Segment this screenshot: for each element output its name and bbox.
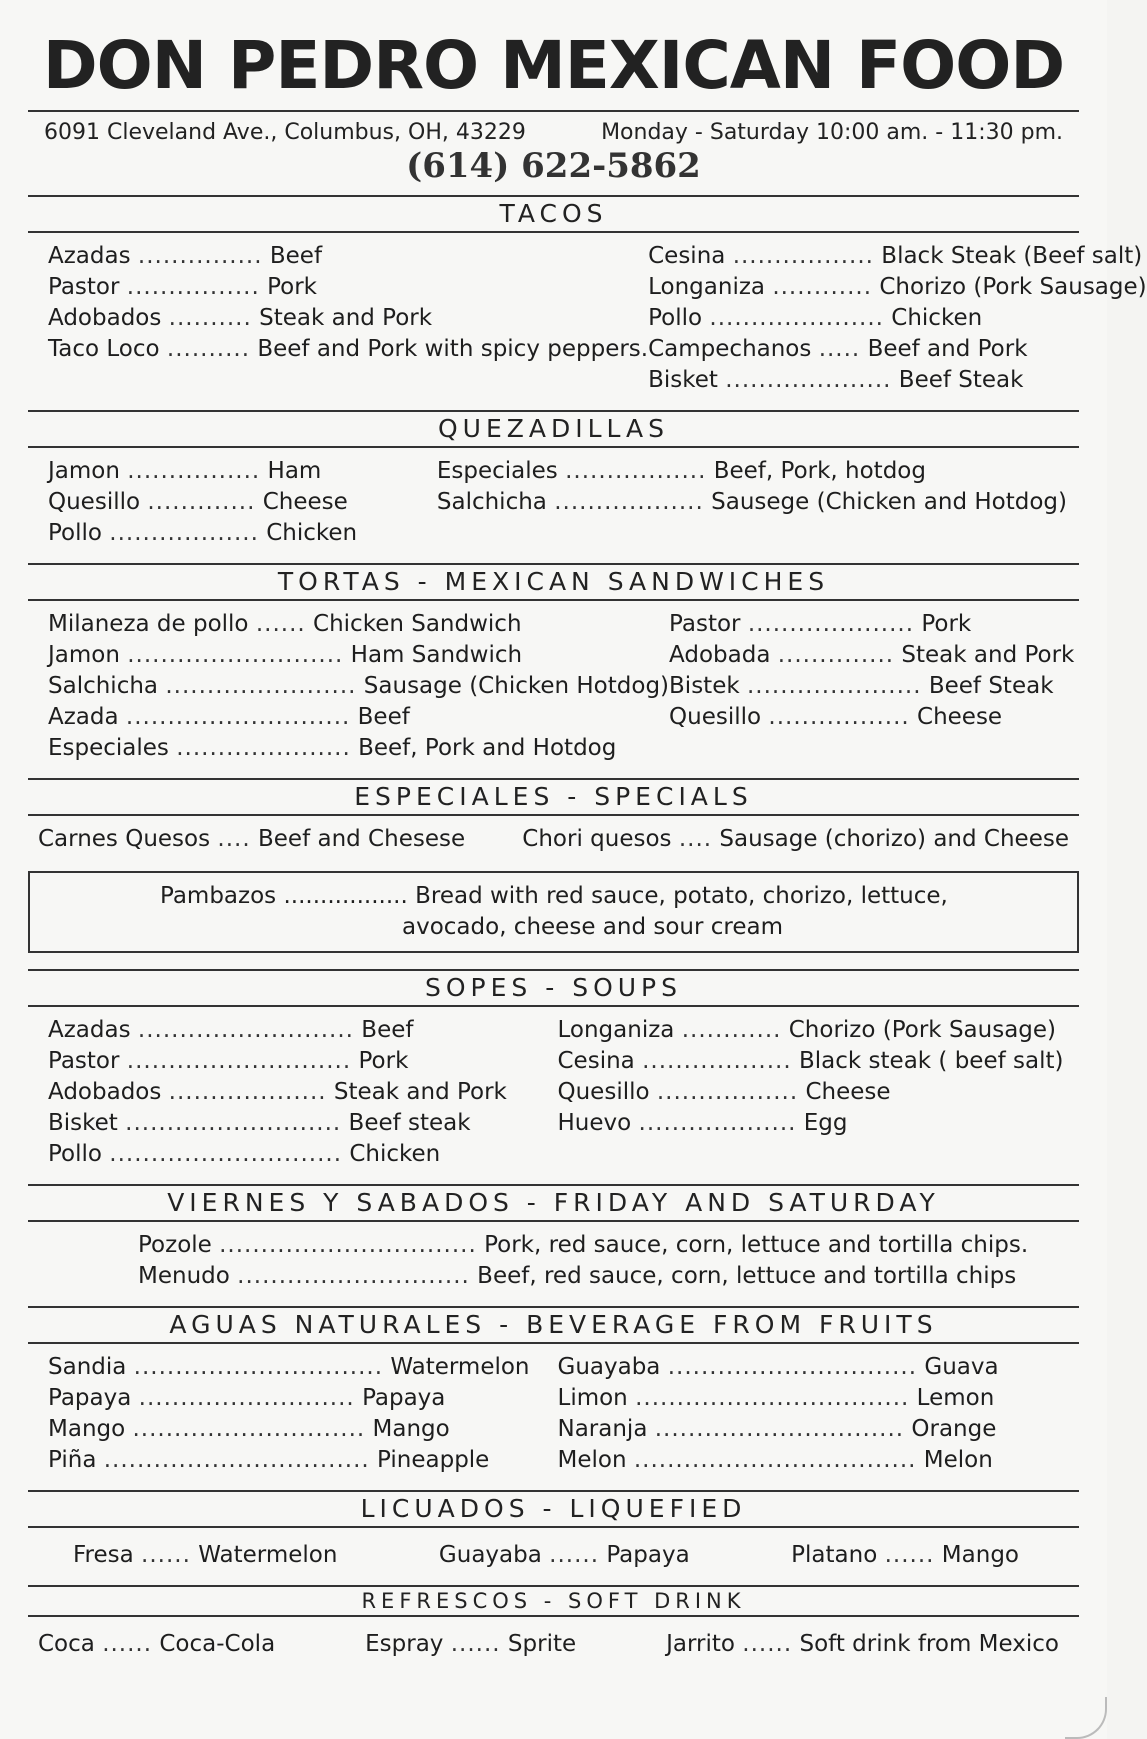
item-name: Chori quesos — [522, 826, 672, 852]
quezadillas-list — [28, 448, 1079, 555]
item-description: Sausage (chorizo) and Cheese — [719, 826, 1069, 852]
item-name: Menudo — [138, 1263, 230, 1289]
item-name: Bisket — [648, 367, 718, 393]
item-dots: .................... — [747, 611, 915, 637]
item-description: Melon — [923, 1447, 993, 1473]
quezadillas-left-column — [48, 456, 437, 549]
section-heading-aguas: AGUAS NATURALES - BEVERAGE FROM FRUITS — [28, 1306, 1079, 1344]
item-dots: ............................ — [132, 1416, 366, 1442]
item-description: Bread with red sauce, potato, chorizo, lettuce, — [415, 883, 948, 909]
item-name: Pastor — [48, 274, 120, 300]
item-description: Soft drink from Mexico — [799, 1631, 1059, 1657]
menu-item — [558, 1077, 1068, 1108]
menu-item — [791, 1540, 1019, 1571]
item-name: Cesina — [648, 243, 726, 269]
menu-item — [437, 456, 1067, 487]
menu-item — [522, 824, 1069, 855]
sopes-list — [28, 1007, 1079, 1176]
menu-item — [648, 334, 1147, 365]
menu-item — [558, 1046, 1068, 1077]
item-description: Chicken Sandwich — [313, 611, 522, 637]
menu-item — [48, 1077, 558, 1108]
item-description: Pineapple — [377, 1447, 490, 1473]
menu-item — [38, 1629, 275, 1660]
menu-item — [648, 365, 1147, 396]
item-dots: ............... — [137, 243, 263, 269]
item-name: Pastor — [48, 1048, 120, 1074]
item-description: Mango — [372, 1416, 450, 1442]
item-dots: ................. — [283, 883, 408, 909]
item-name: Melon — [557, 1447, 627, 1473]
item-dots: ................ — [126, 274, 260, 300]
menu-item — [48, 456, 437, 487]
menu-item — [48, 1015, 558, 1046]
item-description: Chorizo (Pork Sausage) — [879, 274, 1147, 300]
item-dots: .......... — [168, 305, 252, 331]
item-name: Milaneza de pollo — [48, 611, 249, 637]
menu-item — [666, 1629, 1059, 1660]
hours: Monday - Saturday 10:00 am. - 11:30 pm. — [601, 120, 1063, 145]
quezadillas-right-column — [437, 456, 1067, 549]
item-dots: ................. — [565, 458, 707, 484]
item-dots: ................. — [768, 704, 910, 730]
item-name: Piña — [48, 1447, 97, 1473]
item-description: Lemon — [916, 1385, 995, 1411]
aguas-list — [28, 1344, 1079, 1482]
item-description: Chicken — [349, 1141, 441, 1167]
item-name: Bistek — [669, 673, 740, 699]
item-name: Azada — [48, 704, 119, 730]
item-description: Beef and Pork with spicy peppers. — [257, 336, 649, 362]
pambazos-line-1 — [30, 881, 1077, 912]
aguas-right-column — [558, 1352, 1068, 1476]
item-description: Beef, Pork and Hotdog — [358, 735, 617, 761]
item-description: Beef Steak — [898, 367, 1024, 393]
item-dots: ................................. — [635, 1385, 910, 1411]
item-description: Papaya — [362, 1385, 446, 1411]
item-name: Huevo — [557, 1110, 632, 1136]
viernes-list — [28, 1222, 1079, 1298]
item-description: Mango — [941, 1542, 1019, 1568]
item-dots: .......................... — [125, 1110, 342, 1136]
menu-item — [38, 824, 465, 855]
item-name: Jamon — [48, 458, 120, 484]
item-description: Beef, red sauce, corn, lettuce and tortilla chips — [477, 1263, 1017, 1289]
tortas-list — [28, 601, 1079, 770]
section-heading-viernes: VIERNES Y SABADOS - FRIDAY AND SATURDAY — [28, 1184, 1079, 1222]
item-name: Limon — [557, 1385, 628, 1411]
item-dots: ...... — [102, 1631, 153, 1657]
item-description: Papaya — [606, 1542, 690, 1568]
item-name: Longaniza — [557, 1017, 675, 1043]
menu-item — [439, 1540, 690, 1571]
item-dots: ........................... — [126, 1048, 352, 1074]
item-description: Cheese — [262, 489, 348, 515]
menu-item — [365, 1629, 576, 1660]
menu-item — [48, 272, 648, 303]
tortas-right-column — [669, 609, 1074, 764]
item-name: Jamon — [48, 642, 120, 668]
menu-item — [48, 1352, 558, 1383]
menu-item — [648, 303, 1147, 334]
menu-item — [437, 487, 1067, 518]
item-dots: .............................. — [667, 1354, 918, 1380]
item-dots: .......................... — [138, 1385, 355, 1411]
menu-item — [669, 609, 1074, 640]
item-description: Beef, Pork, hotdog — [713, 458, 926, 484]
item-name: Quesillo — [669, 704, 762, 730]
item-dots: ............ — [681, 1017, 782, 1043]
item-dots: .................. — [642, 1048, 792, 1074]
item-name: Carnes Quesos — [38, 826, 211, 852]
item-description: Coca-Cola — [159, 1631, 276, 1657]
item-name: Pollo — [48, 1141, 102, 1167]
item-dots: ..................... — [709, 305, 884, 331]
item-dots: .............. — [777, 642, 895, 668]
item-description: Beef — [361, 1017, 414, 1043]
item-dots: ............................ — [109, 1141, 343, 1167]
item-dots: .................. — [554, 489, 704, 515]
menu-item — [558, 1383, 1068, 1414]
refrescos-row — [28, 1617, 1079, 1666]
viernes-column — [138, 1230, 1067, 1292]
item-dots: ........................... — [125, 704, 351, 730]
especiales-row — [28, 816, 1079, 861]
item-name: Sandia — [48, 1354, 127, 1380]
item-description: Chicken — [266, 520, 358, 546]
item-dots: ............................... — [219, 1232, 477, 1258]
item-description: Pork, red sauce, corn, lettuce and tortilla chips. — [484, 1232, 1029, 1258]
item-name: Especiales — [436, 458, 558, 484]
item-name: Naranja — [557, 1416, 648, 1442]
section-heading-especiales: ESPECIALES - SPECIALS — [28, 778, 1079, 816]
item-name: Adobada — [669, 642, 771, 668]
item-name: Mango — [48, 1416, 126, 1442]
tortas-left-column — [48, 609, 669, 764]
item-dots: .......... — [166, 336, 251, 362]
item-description: Beef steak — [348, 1110, 471, 1136]
item-description: Egg — [803, 1110, 848, 1136]
item-name: Salchicha — [436, 489, 547, 515]
section-heading-tortas: TORTAS - MEXICAN SANDWICHES — [28, 563, 1079, 601]
item-name: Coca — [38, 1631, 95, 1657]
menu-item — [558, 1352, 1068, 1383]
menu-item — [48, 733, 669, 764]
item-description: Watermelon — [390, 1354, 530, 1380]
menu-item — [48, 487, 437, 518]
menu-item — [669, 640, 1074, 671]
item-name: Espray — [365, 1631, 444, 1657]
item-name: Pambazos — [160, 883, 277, 909]
item-dots: ................................ — [103, 1447, 370, 1473]
item-description: Cheese — [917, 704, 1003, 730]
pambazos-line-2: avocado, cheese and sour cream — [402, 914, 784, 940]
section-heading-refrescos: REFRESCOS - SOFT DRINK — [28, 1585, 1079, 1617]
item-name: Pollo — [48, 520, 102, 546]
item-dots: ...... — [255, 611, 306, 637]
item-description: Guava — [924, 1354, 999, 1380]
item-description: Cheese — [805, 1079, 891, 1105]
item-description: Beef and Chesese — [257, 826, 466, 852]
menu-item — [73, 1540, 337, 1571]
item-description: Pork — [358, 1048, 409, 1074]
item-dots: ...... — [742, 1631, 793, 1657]
item-description: Beef — [269, 243, 323, 269]
item-dots: ...... — [884, 1542, 935, 1568]
item-name: Especiales — [48, 735, 169, 761]
section-heading-quezadillas: QUEZADILLAS — [28, 410, 1079, 448]
item-dots: ...... — [549, 1542, 600, 1568]
item-name: Papaya — [48, 1385, 132, 1411]
menu-item — [138, 1261, 1067, 1292]
item-description: Pork — [267, 274, 317, 300]
section-heading-licuados: LICUADOS - LIQUEFIED — [28, 1490, 1079, 1528]
menu-item — [558, 1414, 1068, 1445]
item-description: Black Steak (Beef salt) — [881, 243, 1143, 269]
item-dots: .............................. — [654, 1416, 905, 1442]
item-dots: .................... — [725, 367, 892, 393]
item-description: Chicken — [891, 305, 983, 331]
item-description: Sausage (Chicken Hotdog) — [363, 673, 670, 699]
item-description: Beef and Pork — [867, 336, 1028, 362]
item-dots: ................. — [656, 1079, 799, 1105]
menu-item — [48, 241, 648, 272]
tacos-list — [28, 233, 1147, 402]
item-dots: ...... — [450, 1631, 501, 1657]
item-description: Sprite — [507, 1631, 577, 1657]
menu-item — [669, 702, 1074, 733]
menu-item — [48, 303, 648, 334]
item-dots: ...... — [141, 1542, 191, 1568]
item-dots: ................... — [168, 1079, 327, 1105]
item-name: Jarrito — [666, 1631, 735, 1657]
item-name: Cesina — [557, 1048, 635, 1074]
item-description: Pork — [921, 611, 972, 637]
menu-item — [48, 1445, 558, 1476]
item-name: Longaniza — [648, 274, 765, 300]
info-line — [28, 112, 1079, 145]
item-name: Campechanos — [648, 336, 812, 362]
section-heading-tacos: TACOS — [28, 195, 1079, 233]
pambazos-box — [28, 871, 1079, 953]
restaurant-title: DON PEDRO MEXICAN FOOD — [42, 27, 1065, 104]
item-dots: ............ — [772, 274, 873, 300]
item-dots: ............. — [147, 489, 256, 515]
item-description: Steak and Pork — [259, 305, 433, 331]
menu-item — [48, 1046, 558, 1077]
item-name: Guayaba — [557, 1354, 661, 1380]
item-name: Adobados — [48, 1079, 162, 1105]
item-name: Pollo — [648, 305, 703, 331]
menu-item — [648, 272, 1147, 303]
item-description: Ham — [267, 458, 322, 484]
item-dots: ................ — [127, 458, 261, 484]
item-dots: ..................... — [746, 673, 922, 699]
item-description: Sausege (Chicken and Hotdog) — [711, 489, 1067, 515]
item-dots: .......................... — [127, 642, 344, 668]
menu-item — [558, 1015, 1068, 1046]
menu-item — [48, 1414, 558, 1445]
item-dots: ................... — [638, 1110, 797, 1136]
item-description: Black steak ( beef salt) — [799, 1048, 1064, 1074]
menu-item — [48, 609, 669, 640]
item-description: Ham Sandwich — [350, 642, 523, 668]
aguas-left-column — [48, 1352, 558, 1476]
item-name: Quesillo — [557, 1079, 650, 1105]
item-dots: .......................... — [137, 1017, 354, 1043]
menu-item — [648, 241, 1147, 272]
item-description: Steak and Pork — [901, 642, 1075, 668]
sopes-left-column — [48, 1015, 558, 1170]
menu-item — [48, 671, 669, 702]
menu-item — [558, 1445, 1068, 1476]
item-dots: ....................... — [165, 673, 357, 699]
tacos-left-column — [48, 241, 648, 396]
item-name: Azadas — [48, 1017, 131, 1043]
item-name: Pozole — [138, 1232, 212, 1258]
item-dots: .... — [678, 826, 713, 852]
menu-item — [48, 702, 669, 733]
item-description: Watermelon — [198, 1542, 338, 1568]
item-dots: .............................. — [133, 1354, 384, 1380]
item-dots: .... — [217, 826, 251, 852]
item-dots: ................. — [732, 243, 874, 269]
menu-item — [558, 1108, 1068, 1139]
sopes-right-column — [558, 1015, 1068, 1170]
licuados-row — [28, 1528, 1079, 1577]
item-dots: .................. — [109, 520, 259, 546]
menu-item — [138, 1230, 1067, 1261]
item-dots: ..................... — [176, 735, 351, 761]
section-heading-sopes: SOPES - SOUPS — [28, 969, 1079, 1007]
item-name: Bisket — [48, 1110, 118, 1136]
item-description: Beef Steak — [928, 673, 1054, 699]
item-name: Pastor — [669, 611, 741, 637]
menu-item — [48, 334, 648, 365]
menu-item — [669, 671, 1074, 702]
item-name: Adobados — [48, 305, 162, 331]
item-dots: .................................. — [633, 1447, 917, 1473]
page-corner — [1065, 1697, 1107, 1739]
item-description: Steak and Pork — [333, 1079, 507, 1105]
address: 6091 Cleveland Ave., Columbus, OH, 43229 — [44, 120, 526, 145]
item-dots: ..... — [818, 336, 861, 362]
menu-item — [48, 640, 669, 671]
item-name: Platano — [791, 1542, 878, 1568]
phone-number: (614) 622-5862 — [406, 146, 701, 186]
item-dots: ............................ — [237, 1263, 470, 1289]
item-name: Taco Loco — [48, 336, 160, 362]
item-name: Guayaba — [438, 1542, 542, 1568]
tacos-right-column — [648, 241, 1147, 396]
menu-item — [48, 1383, 558, 1414]
item-name: Fresa — [73, 1542, 134, 1568]
item-description: Orange — [911, 1416, 997, 1442]
item-description: Beef — [357, 704, 410, 730]
item-description: Chorizo (Pork Sausage) — [788, 1017, 1057, 1043]
menu-item — [48, 518, 437, 549]
menu-item — [48, 1108, 558, 1139]
item-name: Quesillo — [48, 489, 141, 515]
menu-item — [48, 1139, 558, 1170]
item-name: Azadas — [48, 243, 131, 269]
item-name: Salchicha — [48, 673, 159, 699]
